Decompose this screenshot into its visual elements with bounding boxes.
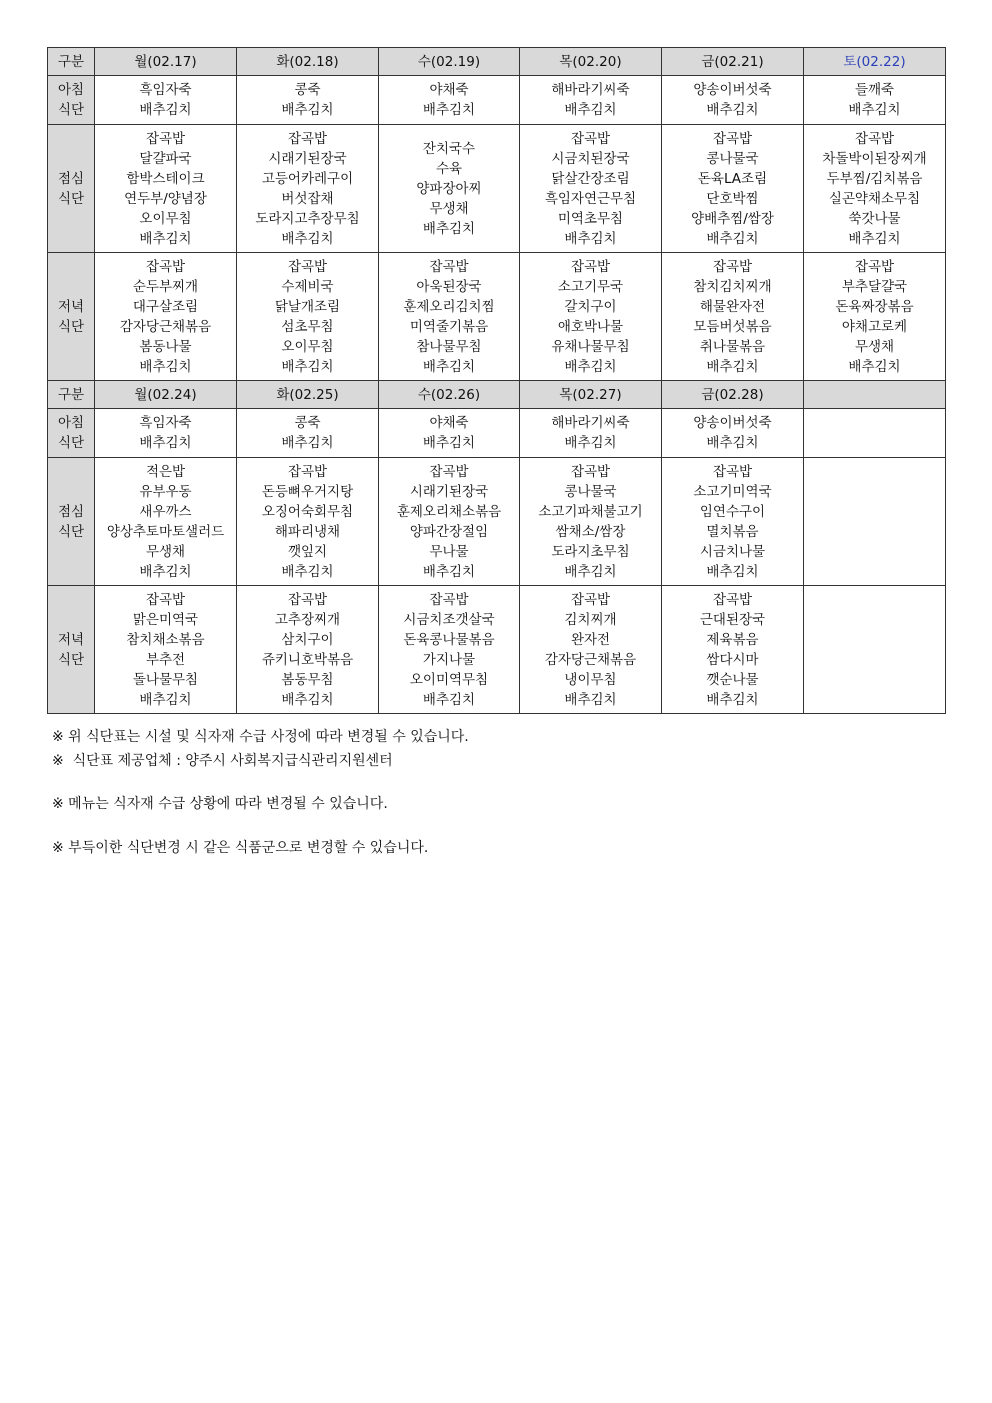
meal-label (48, 125, 95, 253)
menu-item: 콩나물국 (564, 483, 617, 500)
menu-item: 연두부/양념장 (124, 190, 207, 207)
menu-item: 콩죽 (294, 415, 321, 431)
menu-item: 잡곡밥 (712, 258, 753, 275)
day-header: 목(02.20) (520, 48, 662, 76)
menu-item: 냉이무침 (564, 671, 617, 688)
menu-item: 소고기무국 (557, 278, 624, 295)
day-header: 월(02.17) (95, 48, 237, 76)
menu-item: 도라지초무침 (551, 543, 630, 560)
menu-item: 배추김치 (422, 102, 476, 118)
menu-item: 깻잎지 (287, 543, 328, 560)
menu-item: 오징어숙회무침 (261, 503, 354, 520)
meal-label-line: 아침 (57, 415, 85, 431)
meal-label-line: 점심 (57, 503, 85, 520)
lunch-row (48, 458, 946, 586)
menu-item: 수육 (435, 160, 463, 177)
day-header (804, 381, 946, 409)
menu-item: 배추김치 (706, 435, 759, 451)
menu-item: 돈육짜장볶음 (835, 298, 914, 315)
menu-item: 양파장아찌 (416, 180, 482, 197)
menu-item: 배추김치 (139, 435, 192, 451)
menu-item: 야채죽 (429, 82, 469, 98)
menu-item: 배추김치 (281, 358, 334, 375)
menu-cell (520, 76, 662, 125)
menu-item: 배추김치 (564, 563, 617, 580)
menu-cell (237, 409, 379, 458)
menu-item: 해바라기씨죽 (551, 82, 630, 98)
meal-label-line: 식단 (57, 190, 85, 207)
menu-item: 콩죽 (294, 82, 321, 98)
breakfast-row (48, 409, 946, 458)
menu-cell (804, 586, 946, 714)
menu-item: 맑은미역국 (132, 611, 199, 628)
meal-label-line: 저녁 (57, 298, 85, 315)
menu-item: 흑임자죽 (139, 415, 192, 431)
menu-item: 아욱된장국 (416, 278, 482, 295)
menu-item: 잔치국수 (422, 140, 476, 157)
menu-item: 차돌박이된장찌개 (822, 150, 927, 167)
menu-item: 오이무침 (139, 210, 192, 227)
menu-item: 시금치나물 (699, 543, 766, 560)
menu-item: 잡곡밥 (429, 463, 469, 480)
meal-label (48, 586, 95, 714)
menu-cell (662, 586, 804, 714)
menu-item: 양송이버섯죽 (693, 82, 772, 98)
menu-item: 배추김치 (139, 230, 192, 247)
menu-item: 미역초무침 (557, 210, 624, 227)
menu-item: 돈육LA조림 (697, 170, 768, 187)
menu-item: 무나물 (429, 543, 469, 560)
menu-item: 배추김치 (139, 563, 192, 580)
menu-cell (520, 253, 662, 381)
menu-cell (662, 125, 804, 253)
menu-item: 양파간장절임 (409, 523, 489, 540)
meal-plan-table (47, 47, 946, 714)
menu-item: 닭날개조림 (274, 298, 341, 315)
menu-item: 시래기된장국 (409, 483, 489, 500)
menu-item: 잡곡밥 (570, 463, 611, 480)
menu-item: 잡곡밥 (712, 463, 753, 480)
menu-item: 흑임자연근무침 (544, 190, 637, 207)
dinner-row (48, 253, 946, 381)
day-header: 목(02.27) (520, 381, 662, 409)
meal-label-line: 식단 (57, 651, 85, 668)
day-header: 월(02.24) (95, 381, 237, 409)
menu-item: 완자전 (570, 631, 611, 648)
day-header: 화(02.25) (237, 381, 379, 409)
menu-item: 배추김치 (139, 102, 192, 118)
menu-item: 양상추토마토샐러드 (106, 523, 225, 540)
menu-item: 잡곡밥 (570, 591, 611, 608)
menu-cell (662, 458, 804, 586)
menu-item: 오이무침 (281, 338, 334, 355)
menu-item: 버섯잡채 (281, 190, 334, 207)
menu-item: 배추김치 (139, 691, 192, 708)
week-header-row (48, 381, 946, 409)
menu-item: 단호박찜 (706, 190, 759, 207)
meal-label-line: 식단 (57, 523, 85, 540)
menu-item: 참치채소볶음 (126, 631, 205, 648)
menu-item: 배추김치 (281, 435, 334, 451)
menu-item: 감자당근채볶음 (544, 651, 637, 668)
menu-cell (662, 76, 804, 125)
menu-item: 감자당근채볶음 (119, 318, 212, 335)
menu-item: 배추김치 (422, 358, 476, 375)
menu-item: 깻순나물 (706, 671, 759, 688)
meal-label (48, 409, 95, 458)
day-header: 수(02.26) (379, 381, 520, 409)
menu-item: 돌나물무침 (132, 671, 199, 688)
menu-item: 잡곡밥 (287, 258, 328, 275)
menu-item: 배추김치 (281, 691, 334, 708)
menu-item: 무생채 (854, 338, 895, 355)
menu-cell (237, 76, 379, 125)
dinner-row (48, 586, 946, 714)
lunch-row (48, 125, 946, 253)
menu-cell (379, 125, 520, 253)
menu-item: 쥬키니호박볶음 (261, 651, 354, 668)
menu-item: 시래기된장국 (268, 150, 347, 167)
menu-cell (662, 409, 804, 458)
menu-item: 소고기파채불고기 (538, 503, 643, 520)
menu-cell (95, 76, 237, 125)
menu-item: 두부찜/김치볶음 (826, 170, 923, 187)
menu-item: 배추김치 (564, 691, 617, 708)
menu-item: 해파리냉채 (274, 523, 341, 540)
menu-cell (520, 409, 662, 458)
menu-item: 멸치볶음 (706, 523, 759, 540)
menu-cell (804, 409, 946, 458)
menu-item: 잡곡밥 (570, 258, 611, 275)
menu-item: 오이미역무침 (409, 671, 489, 688)
menu-item: 미역줄기볶음 (409, 318, 489, 335)
breakfast-row (48, 76, 946, 125)
menu-item: 닭살간장조림 (551, 170, 630, 187)
note-food-group: ※ 부득이한 식단변경 시 같은 식품군으로 변경할 수 있습니다. (52, 840, 429, 856)
menu-item: 소고기미역국 (693, 483, 772, 500)
menu-item: 배추김치 (281, 230, 334, 247)
meal-label-line: 식단 (57, 435, 85, 451)
menu-cell (95, 458, 237, 586)
meal-label-line: 저녁 (57, 631, 85, 648)
menu-item: 잡곡밥 (712, 130, 753, 147)
menu-cell (237, 458, 379, 586)
menu-item: 임연수구이 (699, 503, 766, 520)
category-header: 구분 (48, 381, 95, 409)
menu-item: 잡곡밥 (854, 258, 895, 275)
menu-item: 콩나물국 (706, 150, 759, 167)
menu-item: 무생채 (429, 200, 469, 217)
menu-cell (379, 458, 520, 586)
menu-item: 쑥갓나물 (848, 210, 901, 227)
menu-item: 훈제오리채소볶음 (396, 503, 502, 520)
menu-item: 잡곡밥 (570, 130, 611, 147)
menu-cell (95, 586, 237, 714)
menu-item: 잡곡밥 (287, 591, 328, 608)
menu-cell (95, 409, 237, 458)
menu-item: 시금치된장국 (551, 150, 630, 167)
day-header: 금(02.28) (662, 381, 804, 409)
menu-item: 양배추찜/쌈장 (691, 210, 774, 227)
menu-item: 잡곡밥 (145, 258, 186, 275)
menu-item: 잡곡밥 (145, 130, 186, 147)
category-header: 구분 (48, 48, 95, 76)
meal-label-line: 식단 (57, 318, 85, 335)
menu-item: 쌈채소/쌈장 (555, 523, 626, 540)
meal-label (48, 253, 95, 381)
menu-item: 훈제오리김치찜 (403, 298, 495, 315)
menu-item: 배추김치 (564, 358, 617, 375)
menu-cell (804, 125, 946, 253)
menu-item: 잡곡밥 (429, 591, 469, 608)
menu-item: 배추김치 (706, 563, 759, 580)
menu-cell (95, 253, 237, 381)
menu-item: 새우까스 (139, 503, 192, 520)
menu-item: 배추김치 (422, 435, 476, 451)
menu-item: 제육볶음 (706, 631, 759, 648)
menu-item: 참나물무침 (416, 338, 482, 355)
menu-item: 배추김치 (564, 230, 617, 247)
meal-label (48, 76, 95, 125)
menu-item: 도라지고추장무침 (255, 210, 360, 227)
menu-item: 무생채 (145, 543, 186, 560)
menu-item: 배추김치 (564, 102, 617, 118)
day-header: 토(02.22) (804, 48, 946, 76)
day-header: 화(02.18) (237, 48, 379, 76)
menu-item: 배추김치 (848, 230, 901, 247)
menu-item: 고추장찌개 (274, 611, 341, 628)
menu-item: 잡곡밥 (287, 130, 328, 147)
meal-label-line: 점심 (57, 170, 85, 187)
meal-label-line: 식단 (57, 102, 85, 118)
menu-item: 함박스테이크 (126, 170, 205, 187)
menu-cell (237, 253, 379, 381)
menu-item: 모듬버섯볶음 (693, 318, 772, 335)
menu-cell (520, 586, 662, 714)
note-provider: ※ 식단표 제공업체 : 양주시 사회복지급식관리지원센터 (52, 753, 393, 769)
menu-item: 야채고로케 (841, 318, 908, 335)
menu-item: 시금치조갯살국 (403, 611, 495, 628)
menu-item: 배추김치 (422, 220, 476, 237)
menu-cell (237, 586, 379, 714)
menu-item: 갈치구이 (564, 298, 617, 315)
menu-item: 배추김치 (706, 102, 759, 118)
note-schedule-change: ※ 위 식단표는 시설 및 식자재 수급 사정에 따라 변경될 수 있습니다. (52, 729, 469, 745)
day-header: 수(02.19) (379, 48, 520, 76)
menu-item: 적은밥 (145, 463, 186, 480)
menu-item: 배추김치 (281, 563, 334, 580)
menu-item: 취나물볶음 (699, 338, 766, 355)
menu-item: 애호박나물 (557, 318, 624, 335)
menu-cell (379, 409, 520, 458)
menu-item: 유채나물무침 (551, 338, 630, 355)
menu-item: 돈등뼈우거지탕 (261, 483, 354, 500)
menu-item: 유부우동 (139, 483, 192, 500)
note-menu-change: ※ 메뉴는 식자재 수급 상황에 따라 변경될 수 있습니다. (52, 796, 388, 812)
menu-item: 배추김치 (281, 102, 334, 118)
menu-item: 해바라기씨죽 (551, 415, 630, 431)
week-header-row (48, 48, 946, 76)
menu-item: 잡곡밥 (287, 463, 328, 480)
menu-item: 배추김치 (706, 230, 759, 247)
menu-cell (662, 253, 804, 381)
menu-item: 돈육콩나물볶음 (403, 631, 495, 648)
menu-item: 삼치구이 (281, 631, 334, 648)
menu-item: 달걀파국 (139, 150, 192, 167)
day-header: 금(02.21) (662, 48, 804, 76)
menu-cell (95, 125, 237, 253)
menu-cell (804, 76, 946, 125)
menu-item: 배추김치 (422, 691, 476, 708)
menu-item: 부추달걀국 (841, 278, 908, 295)
menu-item: 잡곡밥 (854, 130, 895, 147)
menu-cell (520, 125, 662, 253)
menu-item: 잡곡밥 (429, 258, 469, 275)
menu-item: 실곤약채소무침 (828, 190, 921, 207)
menu-item: 봄동무침 (281, 671, 334, 688)
menu-item: 수제비국 (281, 278, 334, 295)
menu-item: 배추김치 (564, 435, 617, 451)
menu-item: 김치찌개 (564, 611, 617, 628)
menu-item: 배추김치 (848, 102, 901, 118)
menu-item: 잡곡밥 (145, 591, 186, 608)
menu-cell (379, 76, 520, 125)
menu-item: 배추김치 (706, 691, 759, 708)
menu-item: 근대된장국 (699, 611, 766, 628)
menu-item: 잡곡밥 (712, 591, 753, 608)
menu-cell (520, 458, 662, 586)
menu-cell (804, 253, 946, 381)
menu-cell (379, 586, 520, 714)
menu-item: 배추김치 (848, 358, 901, 375)
menu-item: 섬초무침 (281, 318, 334, 335)
menu-item: 배추김치 (706, 358, 759, 375)
menu-item: 배추김치 (139, 358, 192, 375)
menu-item: 들깨죽 (854, 82, 895, 98)
menu-item: 배추김치 (422, 563, 476, 580)
menu-item: 가지나물 (422, 651, 476, 668)
menu-item: 대구살조림 (132, 298, 199, 315)
meal-label-line: 아침 (57, 82, 85, 98)
menu-cell (379, 253, 520, 381)
menu-item: 양송이버섯죽 (693, 415, 772, 431)
menu-cell (804, 458, 946, 586)
menu-item: 부추전 (145, 651, 186, 668)
menu-item: 봄동나물 (139, 338, 192, 355)
menu-item: 해물완자전 (699, 298, 766, 315)
menu-item: 고등어카레구이 (261, 170, 354, 187)
menu-cell (237, 125, 379, 253)
menu-item: 흑임자죽 (139, 82, 192, 98)
menu-item: 쌈다시마 (706, 651, 759, 668)
menu-item: 순두부찌개 (132, 278, 199, 295)
menu-item: 참치김치찌개 (693, 278, 772, 295)
meal-label (48, 458, 95, 586)
menu-item: 야채죽 (429, 415, 469, 431)
